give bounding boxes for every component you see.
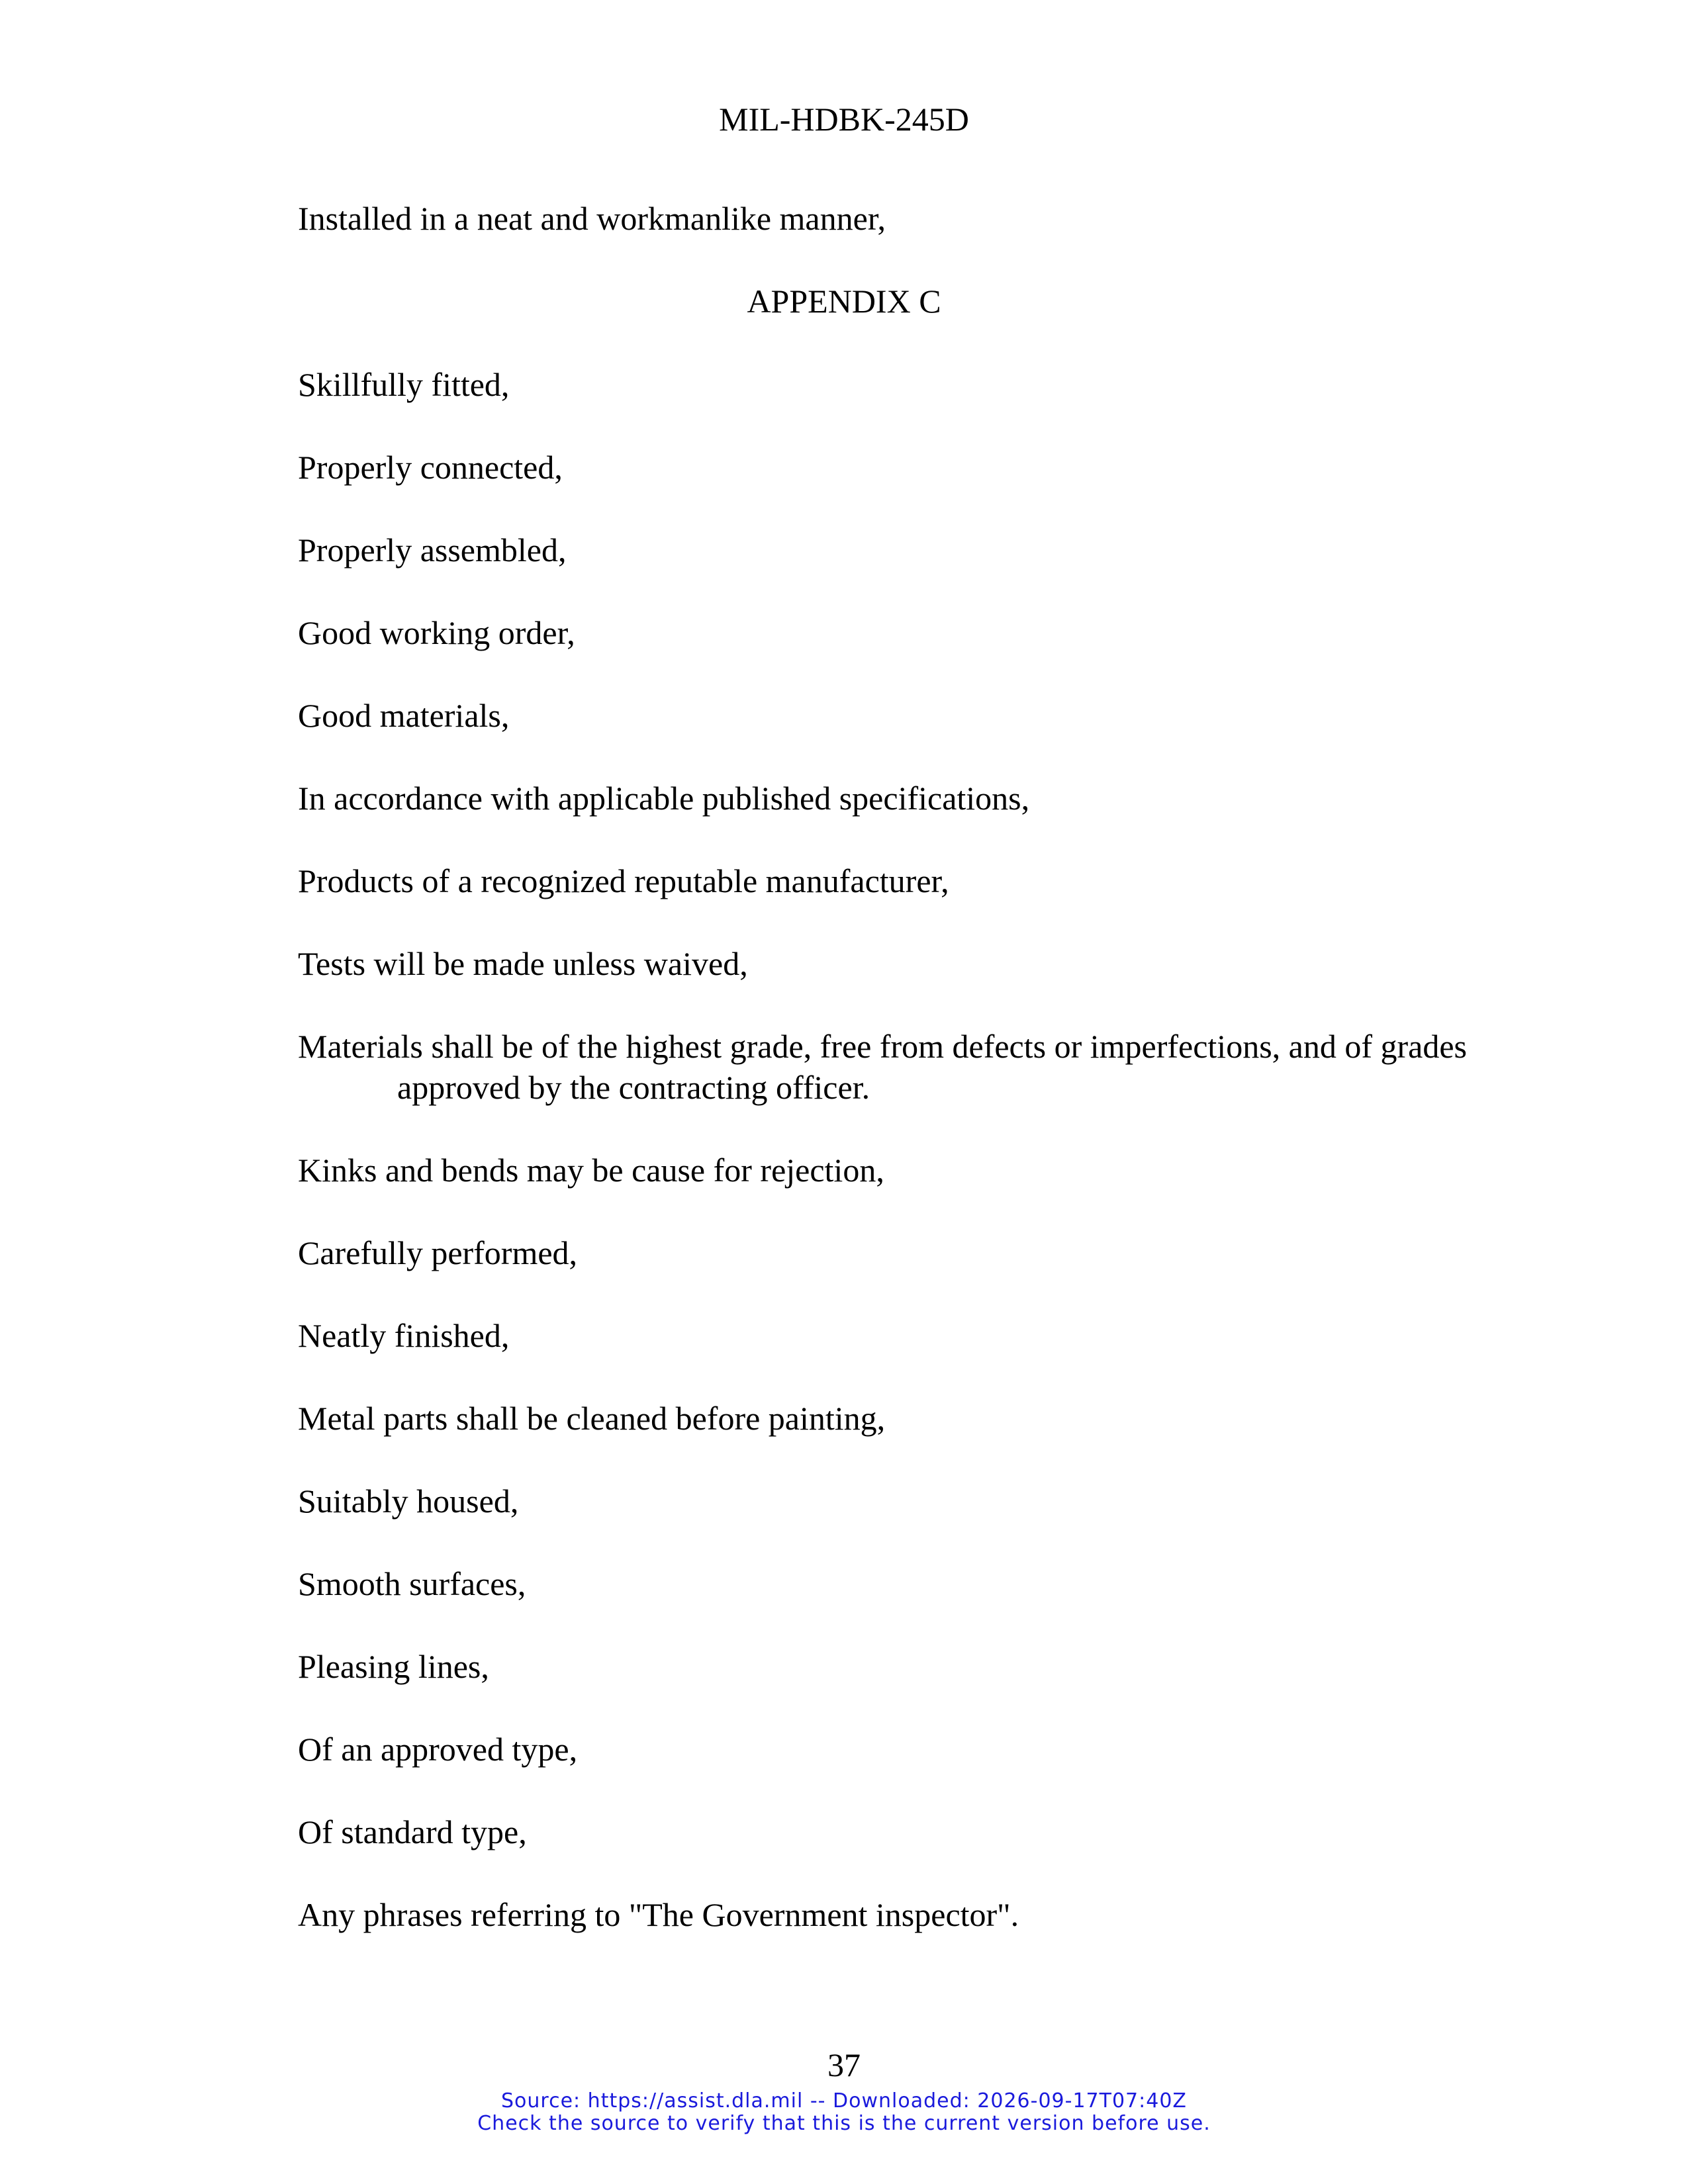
list-item: Good materials, xyxy=(298,697,510,734)
list-item: Of standard type, xyxy=(298,1813,527,1850)
list-item: Neatly finished, xyxy=(298,1317,510,1354)
list-item: Smooth surfaces, xyxy=(298,1565,526,1602)
list-item: In accordance with applicable published specifications, xyxy=(298,780,1030,817)
list-item: Metal parts shall be cleaned before painting, xyxy=(298,1400,886,1437)
list-item: Good working order, xyxy=(298,614,575,651)
document-id-header: MIL-HDBK-245D xyxy=(719,101,969,138)
first-line-text: Installed in a neat and workmanlike manner, xyxy=(298,200,886,237)
source-verify-notice: Check the source to verify that this is the current version before use. xyxy=(477,2112,1211,2135)
list-item: Kinks and bends may be cause for rejection, xyxy=(298,1152,884,1189)
list-item: Materials shall be of the highest grade, free from defects or imperfections, and of grades approved by the contracting officer. xyxy=(298,1028,1467,1106)
list-item: Carefully performed, xyxy=(298,1234,578,1271)
list-item: Skillfully fitted, xyxy=(298,366,510,403)
appendix-heading: APPENDIX C xyxy=(747,283,941,320)
page-number: 37 xyxy=(827,2046,861,2083)
list-item: Suitably housed, xyxy=(298,1482,519,1520)
list-item: Tests will be made unless waived, xyxy=(298,945,748,982)
list-item: Of an approved type, xyxy=(298,1731,578,1768)
list-item: Products of a recognized reputable manufacturer, xyxy=(298,862,949,899)
phrase-list xyxy=(298,364,1523,1977)
list-item: Properly connected, xyxy=(298,449,563,486)
list-item: Any phrases referring to "The Government inspector". xyxy=(298,1896,1019,1933)
list-item: Properly assembled, xyxy=(298,531,567,569)
source-notice-line: Source: https://assist.dla.mil -- Downloaded: 2026-09-17T07:40Z xyxy=(501,2089,1187,2113)
list-item: Pleasing lines, xyxy=(298,1648,489,1685)
